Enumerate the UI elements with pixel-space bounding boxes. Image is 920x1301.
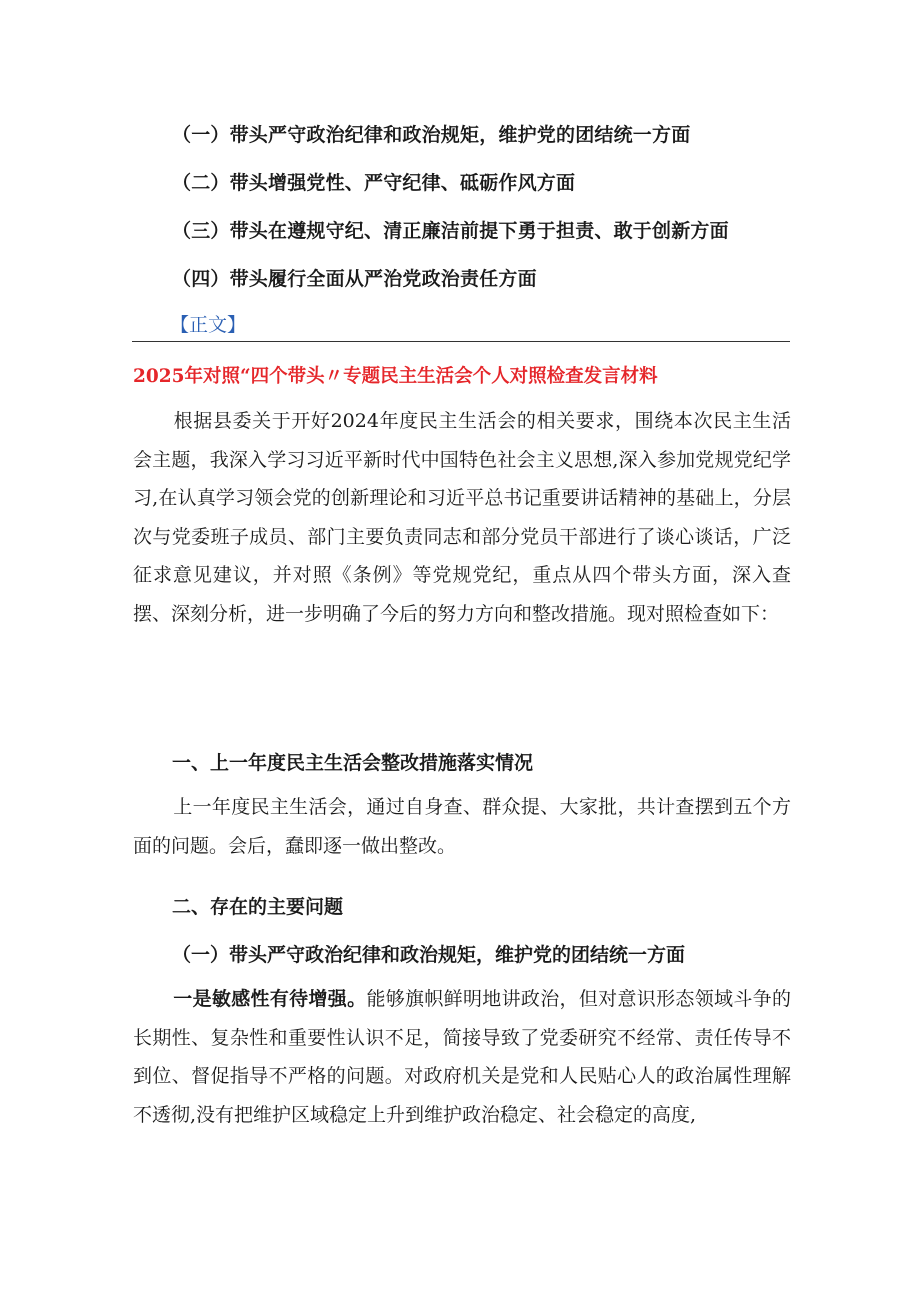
section1-paragraph bbox=[133, 788, 791, 865]
point1-text: 能够旗帜鲜明地讲政治，但对意识形态领域斗争的长期性、复杂性和重要性认识不足，简接导致了党委研究不经常、责任传导不到位、督促指导不严格的问题。对政府机关是党和人民贴心人的政治属性理解不透彻,没有把维护区域稳定上升到维护政治稳定、社会稳定的高度, bbox=[133, 988, 791, 1126]
toc-item-4[interactable]: （四）带头履行全面从严治党政治责任方面 bbox=[172, 268, 537, 290]
section1-heading: 一、上一年度民主生活会整改措施落实情况 bbox=[172, 752, 534, 774]
subsection1-heading: （一）带头严守政治纪律和政治规矩，维护党的团结统一方面 bbox=[172, 944, 686, 966]
point1-lead: 一是敏感性有待增强。 bbox=[173, 988, 367, 1010]
toc-item-2[interactable]: （二）带头增强党性、严守纪律、砥砺作风方面 bbox=[172, 172, 576, 194]
separator-line bbox=[132, 341, 790, 342]
intro-paragraph bbox=[133, 402, 791, 633]
toc-item-3[interactable]: （三）带头在遵规守纪、清正廉洁前提下勇于担责、敢于创新方面 bbox=[172, 220, 729, 242]
toc-item-1[interactable]: （一）带头严守政治纪律和政治规矩，维护党的团结统一方面 bbox=[172, 124, 691, 146]
section2-heading: 二、存在的主要问题 bbox=[172, 896, 344, 918]
zhengwen-label: 【正文】 bbox=[170, 314, 247, 336]
point1-paragraph bbox=[133, 980, 791, 1134]
section1-paragraph-text: 上一年度民主生活会，通过自身查、群众提、大家批，共计查摆到五个方面的问题。会后，蠢即逐一做出整改。 bbox=[133, 796, 791, 857]
intro-paragraph-text: 根据县委关于开好2024年度民主生活会的相关要求，围绕本次民主生活会主题，我深入学习习近平新时代中国特色社会主义思想,深入参加党规党纪学习,在认真学习领会党的创新理论和习近平总书记重要讲话精神的基础上，分层次与党委班子成员、部门主要负责同志和部分党员干部进行了谈心谈话，广泛征求意见建议，并对照《条例》等党规党纪，重点从四个带头方面，深入查摆、深刻分析，进一步明确了今后的努力方向和整改措施。现对照检查如下： bbox=[133, 410, 791, 625]
document-title: 2025年对照“四个带头〃专题民主生活会个人对照检查发言材料 bbox=[133, 366, 658, 387]
